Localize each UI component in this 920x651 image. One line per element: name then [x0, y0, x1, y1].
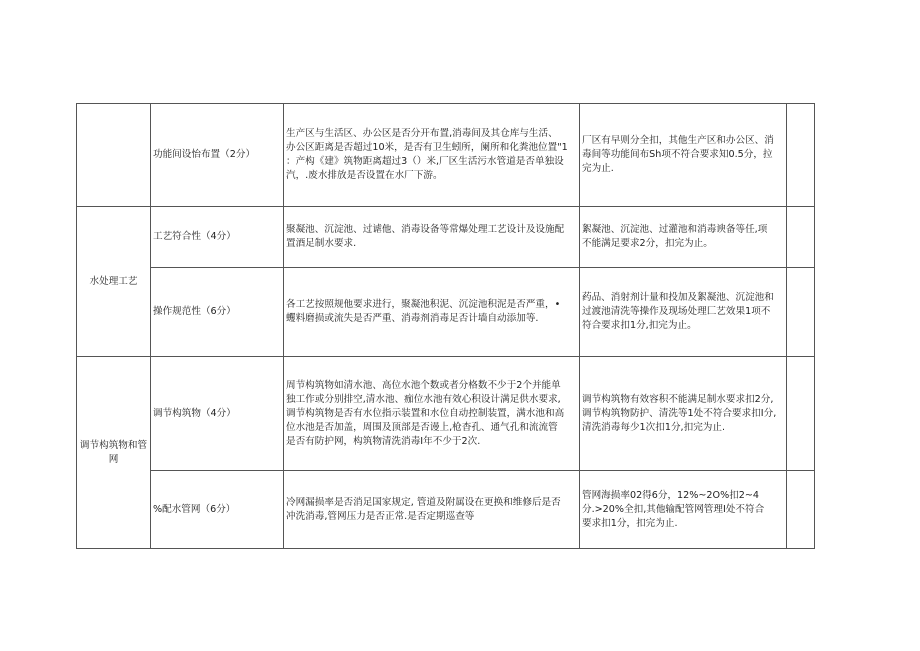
score-cell [787, 207, 815, 268]
score-cell [787, 104, 815, 207]
category-label: 调节构筑物和管网 [79, 439, 148, 465]
item-cell [151, 207, 284, 268]
scoring-line: 管网海损率02得6分，12%~2O%扣2~4 [582, 489, 760, 501]
score-cell [787, 471, 815, 549]
requirement-cell [284, 207, 580, 268]
scoring-standard-cell [580, 268, 787, 357]
requirement-line: ：产构《建》筑物距离超过3（）米,厂区生活污水管道是否单独设 [286, 156, 564, 167]
requirement-line: 蠼料磨损或流失是否严重、消毒剂消毒足否计墙自动添加等. [286, 313, 539, 324]
table-row [77, 471, 815, 549]
requirement-line: 周节构筑物如清水池、高位水池个数或者分格数不少于2个并能单 [286, 379, 561, 391]
scoring-line: 分.>20%全扣,其他输配管网管理I处不符合 [582, 503, 765, 515]
requirement-line: 冷网漏损率是否消足国家规定, 管道及附属设在更换和维修后是否 [286, 496, 561, 508]
category-cell [77, 357, 151, 549]
item-label: 操作规范性（6分） [153, 306, 236, 317]
scoring-line: 调节构筑物有效容积不能满足制水要求扣2分, [582, 393, 774, 405]
category-label: 水处理工艺 [89, 275, 138, 287]
requirement-line: 是否有防护网，构筑物清洗消毒I年不少于2次. [286, 435, 481, 447]
scoring-line: 符合要求扣1分,扣完为止。 [582, 320, 697, 331]
scoring-line: 清洗消毒每少1次扣1分,扣完为止. [582, 421, 726, 433]
requirement-cell [284, 268, 580, 357]
requirement-line: 置酒足制水要求. [286, 238, 357, 249]
assessment-table [76, 103, 815, 549]
requirement-line: 位水池是否加盖，周围及顶部是否谩上,枪杳孔、通气孔和流流管 [286, 421, 558, 433]
scoring-line: 药品、消射剂计量和投加及絮凝池、沉淀池和 [582, 292, 774, 303]
table-row [77, 207, 815, 268]
item-cell [151, 268, 284, 357]
scoring-standard-cell [580, 357, 787, 471]
scoring-line: 调节构筑物防护、清洗等1处不符合要求扣I分, [582, 407, 777, 419]
table-row [77, 104, 815, 207]
item-label: %配水管网（6分） [153, 503, 236, 515]
item-cell [151, 471, 284, 549]
requirement-line: 独工作或分别排空,清水池、痂位水池有效心积设计满足供水要求, [286, 393, 561, 405]
scoring-standard-cell [580, 104, 787, 207]
scoring-standard-cell [580, 207, 787, 268]
scoring-line: 毒间等功能间布Sh项不符合要求知0.5分，拉 [582, 149, 773, 160]
scoring-line: 厂区有早则分全扣，其他生产区和办公区、消 [582, 135, 774, 146]
scoring-line: 絮凝池、沉淀池、过灌池和消毒谀备等任,项 [582, 224, 768, 235]
requirement-cell [284, 357, 580, 471]
requirement-line: 生产区与生活区、办公区是否分开布置,消毒间及其仓库与生活、 [286, 128, 558, 139]
requirement-line: 办公区距离是否超过10米，是否有卫生蚓所，阑所和化粪池位置"1 [286, 142, 568, 153]
requirement-cell [284, 471, 580, 549]
requirement-line: 聚凝池、沉淀池、过谑他、消毒设备等常爆处理工艺设计及设施配 [286, 224, 565, 235]
scoring-line: 完为止. [582, 163, 614, 174]
requirement-line: 调节构筑物是否有水位指示装置和水位自动控制装置，满水池和高 [286, 407, 565, 419]
requirement-line: 各工艺按照规他要求进行，聚凝池积泥、沉淀池积泥是否严重，• [286, 299, 561, 310]
requirement-line: 冲洗消毒,管网压力是否正常.是否定期巡查等 [286, 510, 475, 522]
score-cell [787, 268, 815, 357]
item-cell [151, 357, 284, 471]
scoring-line: 过渡池清洗等操作及现场处理匚艺效果1项不 [582, 306, 771, 317]
item-label: 调节构筑物（4分） [153, 407, 236, 419]
category-cell [77, 207, 151, 357]
table-row [77, 357, 815, 471]
requirement-line: 汽，.废水排放是否设置在水厂下游。 [286, 170, 443, 181]
score-cell [787, 357, 815, 471]
item-label: 功能间设怡布置（2分） [153, 149, 256, 160]
scoring-line: 不能满足要求2分，扣完为止。 [582, 238, 713, 249]
scoring-standard-cell [580, 471, 787, 549]
category-cell-empty [77, 104, 151, 207]
table-row [77, 268, 815, 357]
scoring-line: 要求扣1分，扣完为止. [582, 517, 678, 529]
item-cell [151, 104, 284, 207]
item-label: 工艺符合性（4分） [153, 231, 236, 242]
requirement-cell [284, 104, 580, 207]
